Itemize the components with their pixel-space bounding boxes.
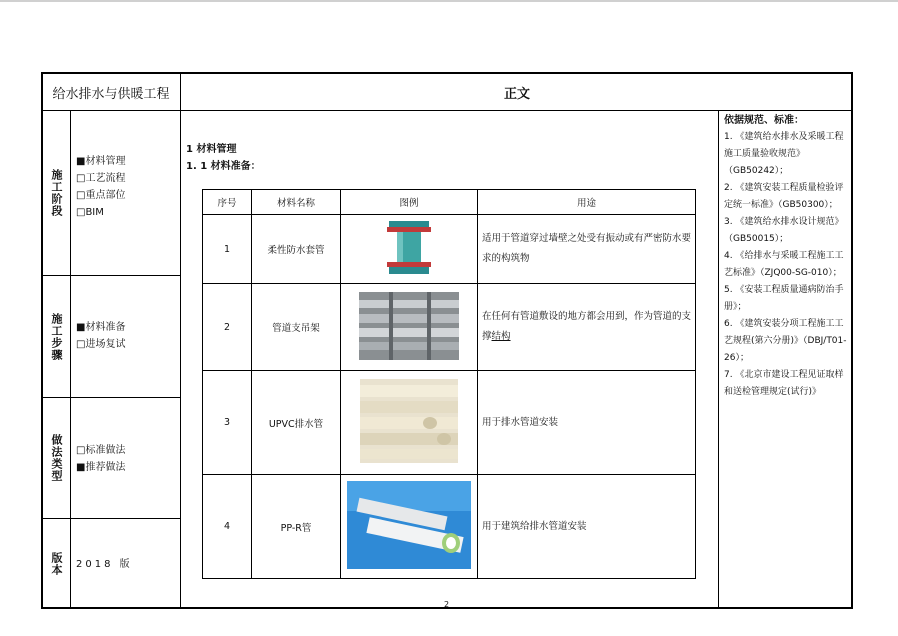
section-title: 1 材料管理	[186, 144, 237, 155]
table-row	[203, 371, 696, 475]
reference-item: 3. 《建筑给水排水设计规范》（GB50015）；	[724, 217, 844, 244]
stage-items-construction-phase	[76, 153, 125, 221]
ppr-pipe-icon	[347, 481, 471, 569]
row-name: 管道支吊架	[252, 284, 341, 371]
col-header-name: 材料名称	[252, 190, 341, 215]
materials-table	[202, 189, 696, 579]
row-use: 用于排水管道安装	[478, 371, 696, 475]
table-row	[203, 215, 696, 284]
stage-label-method-type: 做法类型	[50, 434, 63, 482]
stage-item: □进场复试	[76, 339, 126, 350]
reference-item: 7. 《北京市建设工程见证取样和送检管理规定(试行)》	[724, 370, 844, 397]
row-no: 2	[203, 284, 252, 371]
col-header-use: 用途	[478, 190, 696, 215]
header-divider	[41, 110, 853, 111]
top-divider	[0, 0, 898, 2]
reference-item: 1. 《建筑给水排水及采暖工程施工质量验收规范》（GB50242）；	[724, 132, 844, 176]
stage-items-method-type	[76, 442, 125, 476]
stage-label-version: 版本	[50, 552, 63, 576]
page-number: 2	[444, 600, 450, 609]
flexible-waterproof-sleeve-image	[341, 215, 478, 284]
stage-item: □工艺流程	[76, 173, 126, 184]
ppr-pipe-image	[341, 475, 478, 579]
reference-item: 6. 《建筑安装分项工程施工工艺规程(第六分册)》（DBJ/T01-26）；	[724, 319, 847, 363]
upvc-drain-pipe-image	[341, 371, 478, 475]
upvc-pipe-icon	[360, 379, 458, 463]
table-header-row	[203, 190, 696, 215]
pipe-support-hanger-image	[341, 284, 478, 371]
col-header-image: 图例	[341, 190, 478, 215]
row-use: 用于建筑给排水管道安装	[478, 475, 696, 579]
row-name: UPVC排水管	[252, 371, 341, 475]
pipe-support-hanger-icon	[359, 292, 459, 360]
row-name: PP-R管	[252, 475, 341, 579]
row-no: 4	[203, 475, 252, 579]
row-use: 适用于管道穿过墙壁之处受有振动或有严密防水要求的构筑物	[478, 215, 696, 284]
row-use-text: 在任何有管道敷设的地方都会用到，作为管道的支撑	[482, 311, 692, 342]
reference-item: 4. 《给排水与采暖工程施工工艺标准》（ZJQ00-SG-010）；	[724, 251, 844, 278]
table-row	[203, 284, 696, 371]
stage-label-construction-phase: 施工阶段	[50, 169, 63, 217]
row-use	[478, 284, 696, 371]
stage-label-construction-steps: 施工步骤	[50, 312, 63, 361]
reference-item: 2. 《建筑安装工程质量检验评定统一标准》（GB50300）；	[724, 183, 844, 210]
stage-item: ■推荐做法	[76, 462, 126, 473]
reference-title: 依据规范、标准：	[724, 115, 804, 126]
stage-item: □重点部位	[76, 190, 126, 201]
stage-items-version	[76, 556, 133, 573]
discipline-title: 给水排水与供暖工程	[52, 86, 170, 102]
version-text: 2018 版	[76, 559, 133, 570]
table-row	[203, 475, 696, 579]
stage-item: □标准做法	[76, 445, 126, 456]
stage-item: □BIM	[76, 207, 104, 218]
col-header-no: 序号	[203, 190, 252, 215]
subsection-title: 1. 1 材料准备：	[186, 161, 261, 172]
stage-label-divider	[70, 110, 71, 609]
reference-column-divider	[718, 110, 719, 609]
stage-items-construction-steps	[76, 319, 125, 353]
reference-standards	[724, 112, 852, 401]
main-column-divider	[180, 72, 181, 609]
flexible-waterproof-sleeve-icon	[386, 217, 432, 279]
row-use-link: 结构	[491, 331, 511, 342]
row-no: 1	[203, 215, 252, 284]
reference-item: 5. 《安装工程质量通病防治手册》；	[724, 285, 844, 312]
stage-item: ■材料准备	[76, 322, 126, 333]
row-name: 柔性防水套管	[252, 215, 341, 284]
stage-item: ■材料管理	[76, 156, 126, 167]
row-no: 3	[203, 371, 252, 475]
main-title: 正文	[503, 86, 530, 102]
